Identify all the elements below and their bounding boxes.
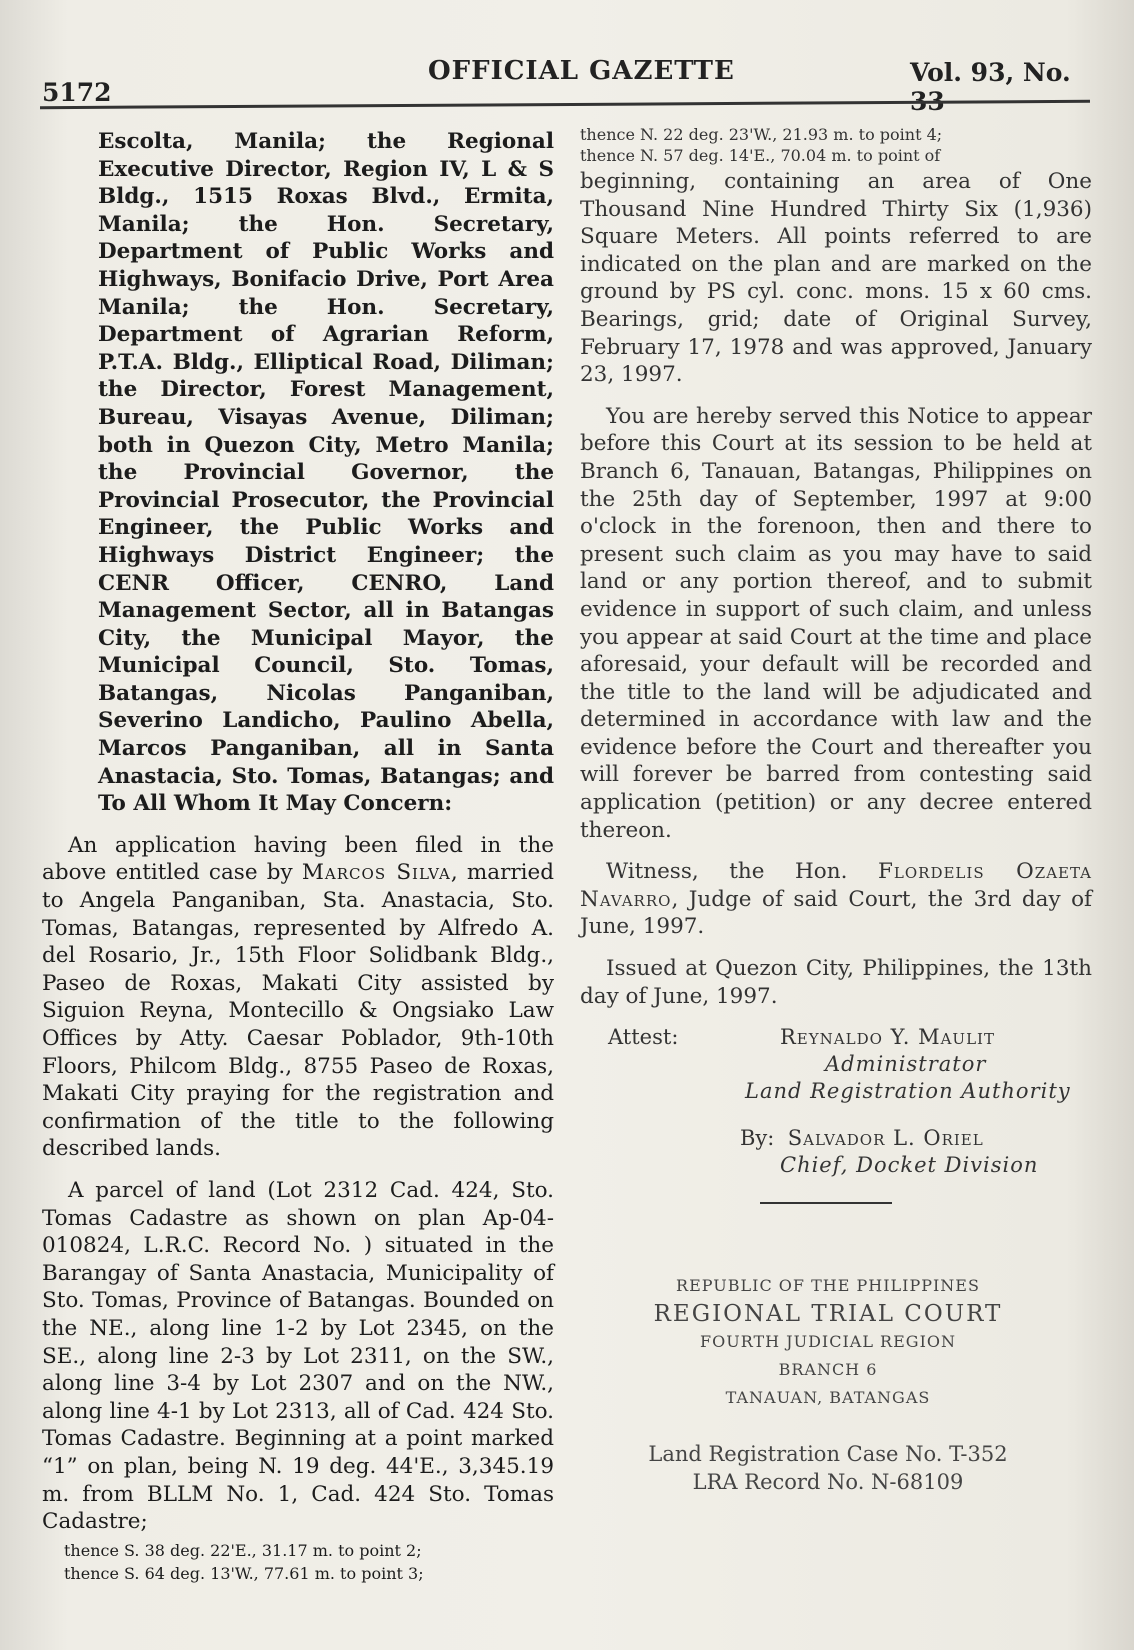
bearing-line: thence N. 57 deg. 14'E., 70.04 m. to point of — [580, 146, 941, 165]
description-end: beginning, containing an area of One Thousand Nine Hundred Thirty Six (1,936) Square Meters. All points referred to are indicated on the plan and are marked on the ground by PS cyl. conc. mons. 15 x 60 cms. Bearings, grid; date of Original Survey, February 17, 1978 and was approved, January 23, 1997. — [580, 169, 1092, 388]
application-text-rest: , married to Angela Panganiban, Sta. Anastacia, Sto. Tomas, Batangas, represented by Alfredo A. del Rosario, Jr., 15th Floor Solidbank Bldg., Paseo de Roxas, Makati City assisted by Siguion Reyna, Montecillo & Ongsiako Law Offices by Atty. Caesar Poblador, 9th-10th Floors, Philcom Bldg., 8755 Paseo de Roxas, Makati City praying for the registration and confirmation of the title to the following described lands. — [42, 860, 554, 1162]
by-title: Chief, Docket Division — [780, 1153, 1039, 1178]
witness-text-start: Witness, the Hon. — [606, 859, 878, 885]
bearing-line: thence S. 38 deg. 22'E., 31.17 m. to point 2; — [64, 1540, 422, 1560]
by-line — [740, 1125, 984, 1153]
attest-title: Administrator — [825, 1052, 987, 1077]
parcel-description: A parcel of land (Lot 2312 Cad. 424, Sto. Tomas Cadastre as shown on plan Ap-04-010824, L.R.C. Record No. ) situated in the Barangay of Santa Anastacia, Municipality of Sto. Tomas, Province of Batangas. Bounded on the NE., along line 1-2 by Lot 2345, on the SE., along line 2-3 by Lot 2311, on the SW., along line 3-4 by Lot 2307 and on the NW., along line 4-1 by Lot 2313, all of Cad. 424 Sto. Tomas Cadastre. Beginning at a point marked “1” on plan, being N. 19 deg. 44'E., 3,345.19 m. from BLLM No. 1, Cad. 424 Sto. Tomas Cadastre; — [42, 1177, 554, 1535]
publication-title: OFFICIAL GAZETTE — [428, 56, 735, 86]
judge-name: Flordelis Ozaeta Navarro — [580, 859, 1093, 912]
right-column — [580, 124, 1092, 1496]
volume-number: Vol. 93, No. 33 — [910, 58, 1071, 116]
application-text-start: An application having been filed in the above entitled case by — [42, 832, 554, 886]
caption-location: TANAUAN, BATANGAS — [725, 1388, 931, 1408]
page-header — [40, 48, 1090, 116]
application-paragraph — [42, 832, 554, 1163]
caption-court: REGIONAL TRIAL COURT — [653, 1301, 1003, 1328]
caption-branch: BRANCH 6 — [778, 1360, 878, 1380]
applicant-name: Marcos Silva — [301, 860, 451, 886]
addressees-paragraph: Escolta, Manila; the Regional Executive Director, Region IV, L & S Bldg., 1515 Roxas Blvd., Ermita, Manila; the Hon. Secretary, Department of Public Works and Highways, Bonifacio Drive, Port Area Manila; the Hon. Secretary, Department of Agrarian Reform, P.T.A. Bldg., Elliptical Road, Diliman; the Director, Forest Management, Bureau, Visayas Avenue, Diliman; both in Quezon City, Metro Manila; the Provincial Governor, the Provincial Prosecutor, the Provincial Engineer, the Public Works and Highways District Engineer; the CENR Officer, CENRO, Land Management Sector, all in Batangas City, the Municipal Mayor, the Municipal Council, Sto. Tomas, Batangas, Nicolas Panganiban, Severino Landicho, Paulino Abella, Marcos Panganiban, all in Santa Anastacia, Sto. Tomas, Batangas; and To All Whom It May Concern: — [98, 129, 554, 817]
witness-text-rest: , Judge of said Court, the 3rd day of June, 1997. — [580, 886, 1092, 940]
page-number: 5172 — [42, 78, 112, 107]
attest-label: Attest: — [608, 1025, 679, 1050]
caption-region: FOURTH JUDICIAL REGION — [700, 1332, 956, 1352]
attest-agency: Land Registration Authority — [745, 1079, 1071, 1104]
notice-paragraph: You are hereby served this Notice to appear before this Court at its session to be held at Branch 6, Tanauan, Batangas, Philippines on the 25th day of September, 1997 at 9:00 o'clock in the forenoon, then and there to present such claim as you may have to said land or any portion thereof, and to submit evidence in support of such claim, and unless you appear at said Court at the time and place aforesaid, your default will be recorded and the title to the land will be adjudicated and determined in accordance with law and the evidence before the Court and thereafter you will forever be barred from contesting said application (petition) or any decree entered thereon. — [580, 403, 1092, 843]
lra-record: LRA Record No. N-68109 — [692, 1470, 964, 1495]
case-reference — [588, 1440, 1068, 1496]
section-divider — [760, 1202, 892, 1204]
attestation-block — [580, 1024, 1092, 1178]
case-number: Land Registration Case No. T-352 — [648, 1442, 1008, 1467]
witness-paragraph — [580, 858, 1092, 941]
bearing-line: thence S. 64 deg. 13'W., 77.61 m. to point 3; — [64, 1563, 424, 1583]
by-name: Salvador L. Oriel — [787, 1126, 984, 1151]
caption-republic: REPUBLIC OF THE PHILIPPINES — [676, 1276, 980, 1296]
court-caption — [588, 1272, 1068, 1412]
left-column — [42, 128, 554, 1584]
by-label: By: — [740, 1126, 775, 1151]
bearing-line: thence N. 22 deg. 23'W., 21.93 m. to point 4; — [580, 125, 943, 144]
issued-paragraph: Issued at Quezon City, Philippines, the 13th day of June, 1997. — [580, 956, 1092, 1009]
attest-name: Reynaldo Y. Maulit — [780, 1025, 995, 1050]
